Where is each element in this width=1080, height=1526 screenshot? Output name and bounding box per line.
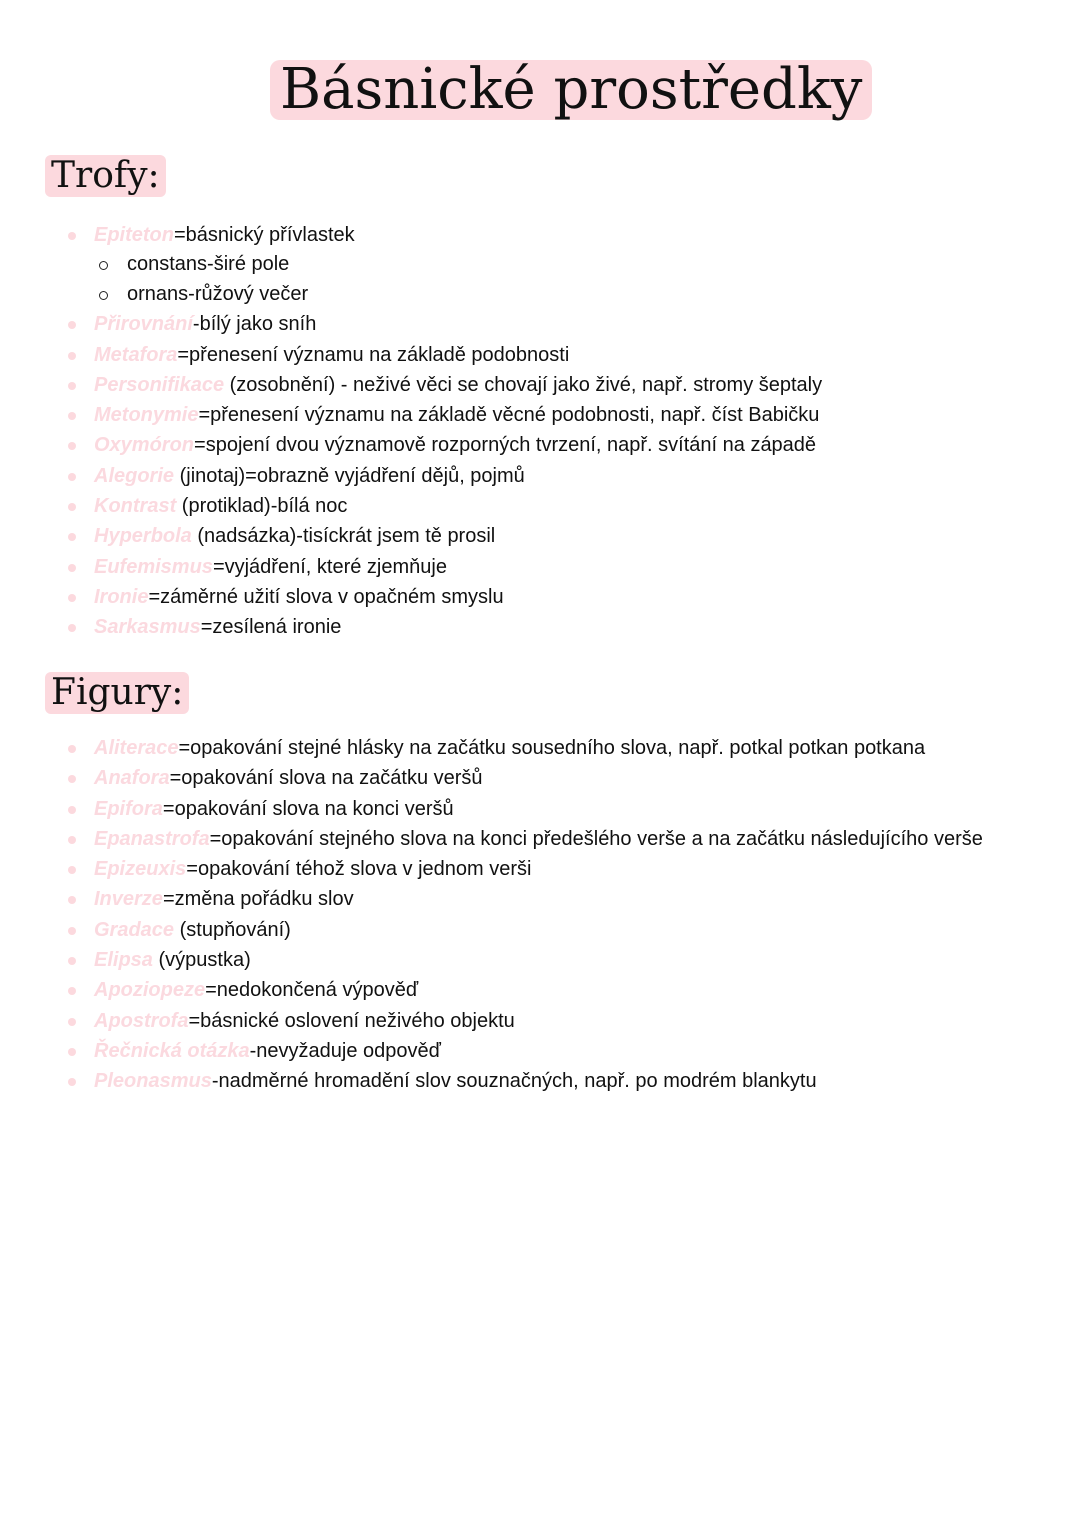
list-item <box>0 1066 1040 1096</box>
term-name: Kontrast <box>94 495 177 518</box>
term-description: =zesílená ironie <box>200 616 342 639</box>
term-name: Epizeuxis <box>94 858 187 881</box>
term-name: Hyperbola <box>94 525 192 548</box>
term-description: =opakování slova na začátku veršů <box>169 767 483 790</box>
term-name: Oxymóron <box>94 434 195 457</box>
list-item <box>0 461 1040 491</box>
term-description: -nevyžaduje odpověď <box>249 1039 441 1062</box>
term-name: Gradace <box>94 918 175 941</box>
term-name: Eufemismus <box>94 555 213 578</box>
trofy-list <box>0 220 1040 643</box>
term-name: Přirovnání <box>94 313 193 336</box>
list-item <box>0 1006 1040 1036</box>
term-name: Epanastrofa <box>94 827 210 850</box>
term-name: Elipsa <box>94 949 153 972</box>
sub-list-item: ornans-růžový večer <box>94 280 1040 310</box>
term-description: =záměrné užití slova v opačném smyslu <box>148 585 504 608</box>
sub-list-item: constans-širé pole <box>94 250 1040 280</box>
term-name: Metafora <box>94 343 178 366</box>
term-name: Apoziopeze <box>94 979 206 1002</box>
term-description: =básnický přívlastek <box>174 224 355 246</box>
list-item <box>0 824 1040 854</box>
term-description: =spojení dvou významově rozporných tvrzení, např. svítání na západě <box>194 434 817 457</box>
figury-list <box>0 733 1040 1097</box>
term-name: Metonymie <box>94 404 199 427</box>
term-description: =opakování slova na konci veršů <box>162 797 454 820</box>
section-heading-figury: Figury: <box>45 672 189 714</box>
term-description: (výpustka) <box>152 949 251 972</box>
term-name: Epifora <box>94 797 163 820</box>
list-item <box>0 612 1040 642</box>
list-item <box>0 340 1040 370</box>
term-name: Apostrofa <box>94 1009 189 1032</box>
list-item <box>0 763 1040 793</box>
term-description: =opakování téhož slova v jednom verši <box>186 858 532 881</box>
term-description: (protiklad)-bílá noc <box>176 495 348 518</box>
term-name: Pleonasmus <box>94 1070 212 1093</box>
list-item <box>0 491 1040 521</box>
term-description: -bílý jako sníh <box>192 313 317 336</box>
list-item <box>0 1036 1040 1066</box>
list-item <box>0 975 1040 1005</box>
term-name: Inverze <box>94 888 163 911</box>
term-description: -nadměrné hromadění slov souznačných, např. po modrém blankytu <box>211 1070 817 1093</box>
list-item <box>0 733 1040 763</box>
list-item <box>0 552 1040 582</box>
list-item <box>0 220 1040 309</box>
list-item <box>0 884 1040 914</box>
list-item <box>0 521 1040 551</box>
list-item <box>0 370 1040 400</box>
term-description: =opakování stejné hlásky na začátku sousedního slova, např. potkal potkan potkana <box>178 737 926 759</box>
list-item <box>0 582 1040 612</box>
term-description: (zosobnění) - neživé věci se chovají jako živé, např. stromy šeptaly <box>224 373 823 396</box>
term-name: Sarkasmus <box>94 616 201 639</box>
term-name: Anafora <box>94 767 170 790</box>
list-item <box>0 309 1040 339</box>
list-item <box>0 400 1040 430</box>
term-description: =vyjádření, které zjemňuje <box>212 555 447 578</box>
list-item <box>0 915 1040 945</box>
list-item <box>0 794 1040 824</box>
term-description: (jinotaj)=obrazně vyjádření dějů, pojmů <box>174 464 525 487</box>
term-description: =přenesení významu na základě podobnosti <box>177 343 570 366</box>
term-description: =básnické oslovení neživého objektu <box>188 1009 515 1032</box>
term-name: Aliterace <box>94 737 179 759</box>
list-item <box>0 945 1040 975</box>
term-description: =změna pořádku slov <box>162 888 354 911</box>
term-name: Epiteton <box>94 224 174 246</box>
term-name: Alegorie <box>94 464 175 487</box>
list-item <box>0 854 1040 884</box>
page-title: Básnické prostředky <box>270 60 872 120</box>
term-description: =nedokončená výpověď <box>205 979 419 1002</box>
term-description: (nadsázka)-tisíckrát jsem tě prosil <box>191 525 496 548</box>
term-name: Personifikace <box>94 373 225 396</box>
list-item <box>0 430 1040 460</box>
sub-list <box>94 250 1040 309</box>
term-name: Řečnická otázka <box>94 1039 250 1062</box>
term-description: (stupňování) <box>174 918 291 941</box>
term-description: =přenesení významu na základě věcné podobnosti, např. číst Babičku <box>198 404 820 427</box>
term-name: Ironie <box>94 585 149 608</box>
section-heading-trofy: Trofy: <box>45 155 166 197</box>
term-description: =opakování stejného slova na konci předešlého verše a na začátku následujícího verše <box>209 827 983 850</box>
